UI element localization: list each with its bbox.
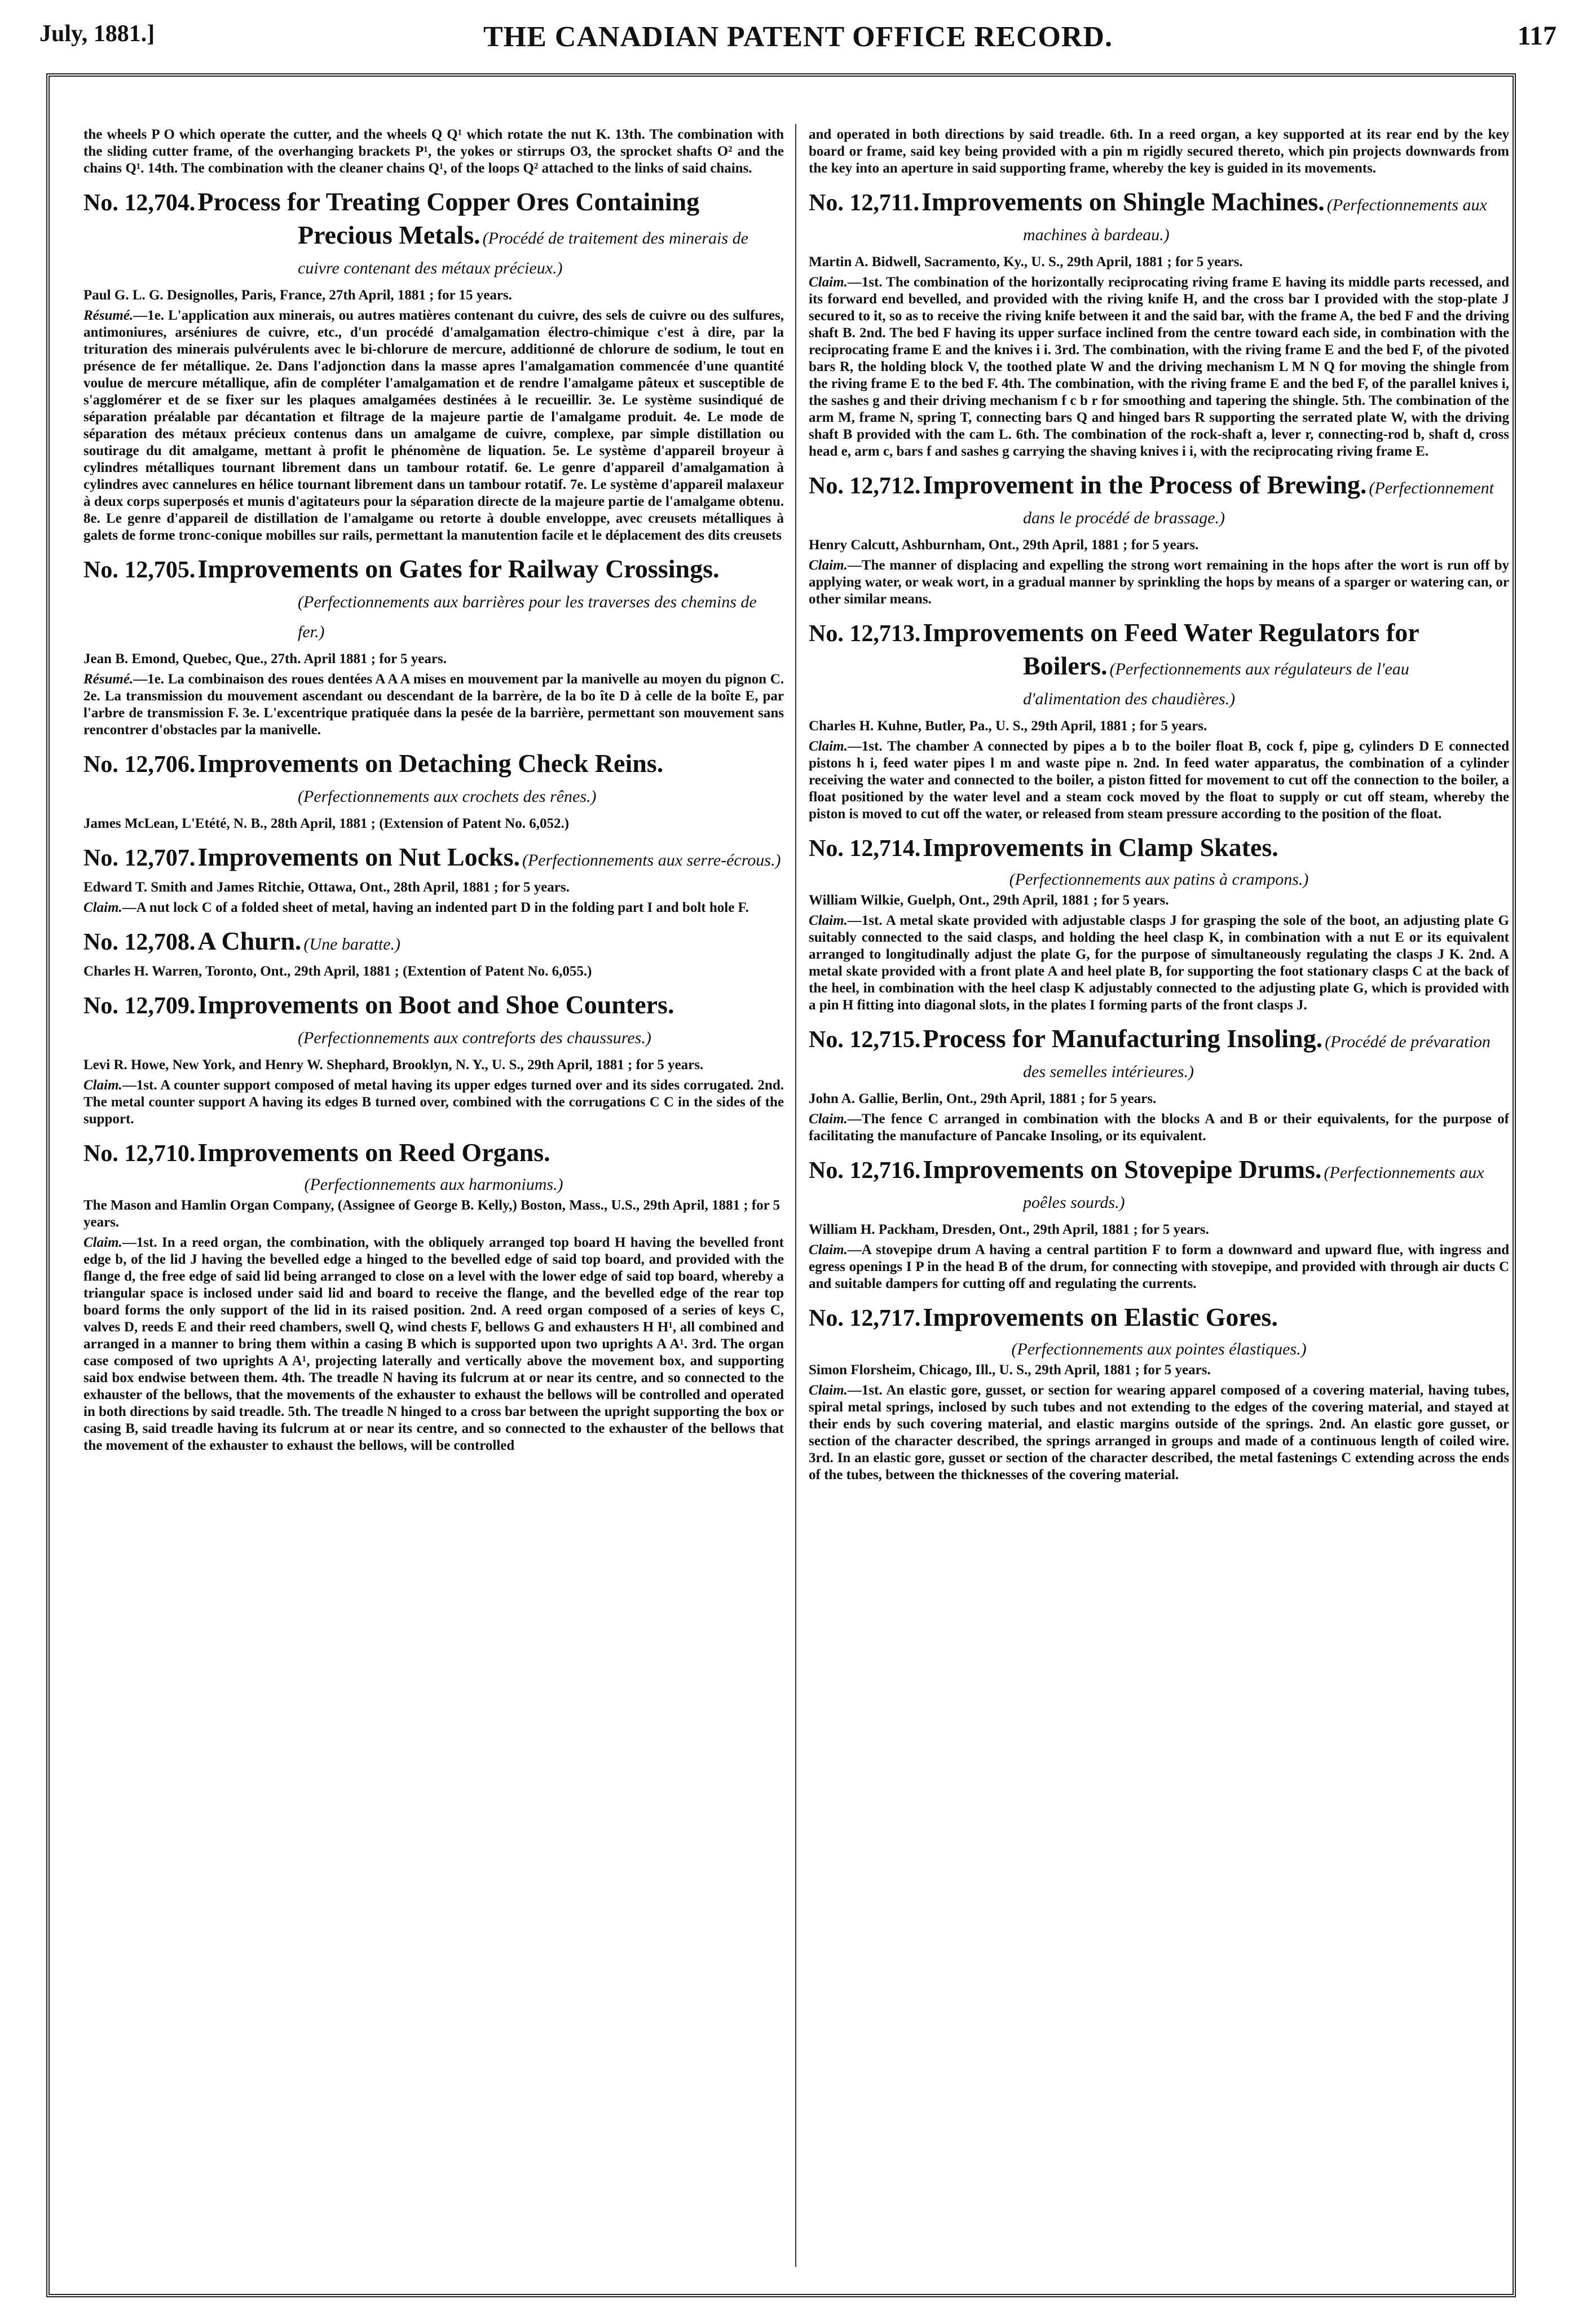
journal-title: THE CANADIAN PATENT OFFICE RECORD. (483, 21, 1113, 53)
patent-french-title: (Perfectionnements aux pointes élastiques.) (1011, 1340, 1307, 1358)
claim-text: —A stovepipe drum A having a central partition F to form a downward and upward flue, with ingress and egress openings I P in the head B of the drum, for connecting with stovepipe, and provided with through air ducts C and suitable dampers for cutting off and regulating the currents. (809, 1242, 1509, 1291)
patent-entry-12710 (83, 1139, 784, 1454)
patent-title: Improvements on Shingle Machines. (922, 187, 1325, 216)
patent-number: No. 12,705. (83, 557, 196, 583)
patent-applicant: Paul G. L. G. Designolles, Paris, France, 27th April, 1881 ; for 15 years. (83, 288, 512, 303)
page-number: 117 (1517, 21, 1557, 51)
page-frame (46, 73, 1516, 2297)
patent-title: Improvements on Feed Water Regulators for Boilers. (923, 618, 1419, 680)
patent-french-title: (Perfectionnements aux contreforts des chaussures.) (298, 1029, 651, 1047)
patent-title: Improvements on Elastic Gores. (923, 1303, 1278, 1331)
patent-french-title: (Perfectionnements aux régulateurs de l'eau d'alimentation des chaudières.) (1023, 660, 1409, 708)
patent-french-title: (Perfectionnements aux crochets des rênes.) (298, 787, 597, 806)
patent-title: Improvements on Nut Locks. (197, 842, 520, 871)
patent-entry-12709 (83, 991, 784, 1128)
patent-number: No. 12,717. (809, 1305, 921, 1331)
patent-french-title: (Une baratte.) (303, 935, 401, 954)
patent-entry-12711 (809, 188, 1509, 460)
continued-claims (83, 126, 784, 177)
patent-title: Process for Manufacturing Insoling. (923, 1024, 1323, 1053)
patent-applicant: Henry Calcutt, Ashburnham, Ont., 29th April, 1881 ; for 5 years. (809, 537, 1199, 553)
patent-applicant: William H. Packham, Dresden, Ont., 29th April, 1881 ; for 5 years. (809, 1222, 1209, 1237)
patent-number: No. 12,712. (809, 473, 921, 499)
patent-applicant: James McLean, L'Etété, N. B., 28th April, 1881 ; (Extension of Patent No. 6,052.) (83, 816, 570, 831)
patent-entry-12717 (809, 1304, 1509, 1484)
claim-text: —The fence C arranged in combination with the blocks A and B or their equivalents, for the purpose of facilitating the manufacture of Pancake Insoling, or its equivalent. (809, 1111, 1509, 1144)
issue-date: July, 1881.] (39, 21, 155, 47)
patent-entry-12714 (809, 834, 1509, 1014)
continued-text: and operated in both directions by said treadle. 6th. In a reed organ, a key supported at its rear end by the key board or frame, said key being provided with a pin m rigidly secured thereto, which pin projects downwards from the key into an aperture in said supporting frame, whereby the key is guided in its movements. (809, 127, 1509, 176)
claim-label: Résumé. (83, 672, 134, 687)
patent-entry-12715 (809, 1025, 1509, 1145)
claim-text: —1st. An elastic gore, gusset, or section for wearing apparel composed of a covering material, having tubes, spiral metal springs, inclosed by such tubes and not extending to the edges of the covering material, and stayed at their ends by such covering material, and elastic margins outside of the springs. 2nd. An elastic gore gusset, or section of the character described, the springs arranged in groups and made of a continuous length of coiled wire. 3rd. In an elastic gore, gusset or section of the character described, the metal fastenings C extending across the ends of the tubes, between the thicknesses of the covering material. (809, 1383, 1509, 1482)
patent-french-title: (Perfectionnements aux barrières pour les traverses des chemins de fer.) (298, 593, 757, 641)
patent-french-title: (Perfectionnements aux patins à crampons.) (1009, 870, 1309, 889)
patent-french-title: (Procédé de prévaration des semelles intérieures.) (1023, 1032, 1491, 1081)
patent-number: No. 12,713. (809, 621, 921, 647)
patent-title: Improvements on Reed Organs. (197, 1138, 550, 1167)
patent-entry-12705 (83, 555, 784, 739)
patent-title: Improvement in the Process of Brewing. (923, 470, 1367, 499)
claim-label: Résumé. (83, 308, 134, 323)
patent-applicant: Simon Florsheim, Chicago, Ill., U. S., 29th April, 1881 ; for 5 years. (809, 1362, 1211, 1378)
patent-entry-12712 (809, 471, 1509, 608)
patent-title: Improvements on Boot and Shoe Counters. (197, 990, 674, 1019)
patent-entry-12704 (83, 188, 784, 544)
claim-text: —1st. A metal skate provided with adjustable clasps J for grasping the sole of the boot, an adjusting plate G suitably connected to the said clasps, and holding the heel clasp K, in combination with a nut E or its equivalent arranged to longitudinally adjust the plate G, for the purpose of simultaneously regulating the clasps J K. 2nd. A metal skate provided with a front plate A and heel plate B, for supporting the foot stationary clasps C at the back of the heel, in combination with the heel clasp K adjustably connected to the adjusting plate G, which is provided with a pin H fitting into diagonal slots, in the plates I forming parts of the front clasps J. (809, 913, 1509, 1013)
left-column (83, 126, 784, 2286)
patent-applicant: The Mason and Hamlin Organ Company, (Assignee of George B. Kelly,) Boston, Mass., U.S., 29th April, 1881 ; for 5 years. (83, 1198, 781, 1230)
patent-title: Improvements on Detaching Check Reins. (197, 749, 664, 778)
right-column (809, 126, 1509, 2286)
patent-applicant: Levi R. Howe, New York, and Henry W. Shephard, Brooklyn, N. Y., U. S., 29th April, 1881 ; for 5 years. (83, 1057, 704, 1073)
patent-french-title: (Perfectionnements aux machines à bardeau.) (1023, 196, 1487, 244)
patent-number: No. 12,707. (83, 845, 196, 871)
patent-number: No. 12,711. (809, 190, 920, 216)
claim-label: Claim. (809, 275, 848, 290)
patent-title: Improvements on Stovepipe Drums. (923, 1155, 1322, 1184)
patent-applicant: William Wilkie, Guelph, Ont., 29th April, 1881 ; for 5 years. (809, 893, 1169, 908)
patent-french-title: (Perfectionnements aux poêles sourds.) (1023, 1163, 1484, 1212)
patent-number: No. 12,710. (83, 1141, 196, 1167)
patent-title: Improvements in Clamp Skates. (923, 833, 1278, 862)
claim-text: —1st. In a reed organ, the combination, with the obliquely arranged top board H having the bevelled front edge b, of the lid J having the bevelled edge a hinged to the bevelled edge of said top board, and provided with the flange d, the free edge of said lid being arranged to close on a level with the lower edge of said top board, whereby a triangular space is inclosed under said lid and board to receive the flange, and the bevelled edge of the rear top board forms the only support of the lid in its raised position. 2nd. A reed organ composed of a series of keys C, valves D, reeds E and their reed chambers, swell Q, wind chests F, bellows G and exhausters H H¹, all combined and arranged in a manner to bring them within a casing B which is supported upon two uprights A A¹. 3rd. The organ case composed of two uprights A A¹, projecting laterally and vertically above the movement box, and supporting said box endwise between them. 4th. The treadle N having its fulcrum at or near its centre, and so connected to the exhauster of the bellows, that the movements of the exhauster to exhaust the bellows will be controlled and operated in both directions by said treadle. 5th. The treadle N hinged to a cross bar between the upright supporting the box or casing B, said treadle having its fulcrum at or near its centre, and so connected to the exhauster of the bellows that the movement of the exhauster to exhaust the bellows, will be controlled (83, 1235, 784, 1453)
patent-french-title: (Perfectionnements aux serre-écrous.) (522, 851, 781, 870)
patent-number: No. 12,715. (809, 1027, 921, 1053)
patent-french-title: (Perfectionnements aux harmoniums.) (304, 1175, 563, 1194)
claim-text: —A nut lock C of a folded sheet of metal, having an indented part D in the folding part I and bolt hole F. (122, 900, 749, 915)
patent-applicant: Charles H. Kuhne, Butler, Pa., U. S., 29th April, 1881 ; for 5 years. (809, 718, 1207, 734)
patent-number: No. 12,714. (809, 836, 921, 862)
claim-text: —The manner of displacing and expelling the strong wort remaining in the hops after the wort is run off by applying water, or weak wort, in a gradual manner by sprinkling the hops by means of a sparger or watering can, or other similar means. (809, 558, 1509, 607)
running-head (39, 20, 1557, 60)
patent-applicant: Charles H. Warren, Toronto, Ont., 29th April, 1881 ; (Extention of Patent No. 6,055.) (83, 964, 592, 979)
patent-number: No. 12,706. (83, 752, 196, 778)
patent-entry-12707 (83, 844, 784, 916)
claim-label: Claim. (809, 1242, 848, 1257)
claim-label: Claim. (83, 900, 122, 915)
patent-applicant: Edward T. Smith and James Ritchie, Ottawa, Ont., 28th April, 1881 ; for 5 years. (83, 880, 570, 895)
claim-label: Claim. (809, 558, 848, 573)
claim-text: —1st. A counter support composed of metal having its upper edges turned over and its sides corrugated. 2nd. The metal counter support A having its edges B turned over, combined with the corrugations C C in the sides of the support. (83, 1078, 784, 1127)
claim-label: Claim. (809, 913, 848, 928)
claim-label: Claim. (809, 1383, 848, 1398)
patent-entry-12713 (809, 619, 1509, 823)
patent-applicant: Martin A. Bidwell, Sacramento, Ky., U. S., 29th April, 1881 ; for 5 years. (809, 254, 1243, 270)
claim-label: Claim. (83, 1235, 122, 1250)
patent-number: No. 12,709. (83, 993, 196, 1019)
patent-entry-12716 (809, 1156, 1509, 1292)
claim-label: Claim. (83, 1078, 122, 1093)
claim-text: —1st. The combination of the horizontally reciprocating riving frame E having its middle parts recessed, and its forward end bevelled, and provided with the riving knife H, and the cross bar I provided with the stop-plate J secured to it, so as to receive the riving knife between it and the said bar, with the frame A, the bed F and the driving shaft B. 2nd. The bed F having its upper surface inclined from the centre toward each side, in combination with the reciprocating frame E and the knives i i. 3rd. The combination, with the riving frame E and the bed F, of the pivoted bars R, the holding block V, the toothed plate W and the driving mechanism L M N Q for moving the shingle from the riving frame E to the bed F. 4th. The combination, with the riving frame E and the bed F, of the parallel knives i, the sashes g and their driving mechanism f c b r for smoothing and tapering the shingle. 5th. The combination of the arm M, frame N, spring T, connecting bars Q and hinged bars R supporting the serrated plate W, with the driving shaft B provided with the cam L. 6th. The combination of the rock-shaft a, lever r, connecting-rod b, shaft d, cross head e, arm c, bars f and sashes g carrying the shaving knives i i, with the reciprocating riving frame E. (809, 275, 1509, 459)
patent-title: A Churn. (197, 926, 302, 955)
patent-number: No. 12,716. (809, 1158, 921, 1184)
patent-title: Improvements on Gates for Railway Crossings. (197, 554, 720, 583)
continued-claims-12710 (809, 126, 1509, 177)
patent-applicant: Jean B. Emond, Quebec, Que., 27th. April 1881 ; for 5 years. (83, 651, 447, 667)
column-divider (795, 124, 796, 2267)
patent-french-title: (Procédé de traitement des minerais de cuivre contenant des métaux précieux.) (298, 229, 748, 277)
continued-text: the wheels P O which operate the cutter, and the wheels Q Q¹ which rotate the nut K. 13th. The combination with the sliding cutter frame, of the overhanging brackets P¹, the yokes or stirrups O3, the sprocket shafts O² and the chains Q¹. 14th. The combination with the cleaner chains Q¹, of the loops Q² attached to the links of said chains. (83, 127, 784, 176)
patent-french-title: (Perfectionnement dans le procédé de brassage.) (1023, 479, 1494, 527)
claim-text: —1e. La combinaison des roues dentées A A A mises en mouvement par la manivelle au moyen du pignon C. 2e. La transmission du mouvement ascendant ou descendant de la barrère, de la bo îte D à celle de la boîte E, par l'arbre de transmission F. 3e. L'excentrique pratiquée dans la pesée de la barrière, permettant son mouvement sans rencontrer d'obstacles par la manivelle. (83, 672, 784, 738)
patent-entry-12706 (83, 750, 784, 832)
patent-applicant: John A. Gallie, Berlin, Ont., 29th April, 1881 ; for 5 years. (809, 1091, 1157, 1106)
claim-label: Claim. (809, 739, 848, 754)
patent-title: Process for Treating Copper Ores Containing Precious Metals. (197, 187, 700, 249)
claim-text: —1e. L'application aux minerais, ou autres matières contenant du cuivre, des sels de cuivre ou des sulfures, antimoniures, arséniures de cuivre, etc., d'un procédé d'amalgamation électro-chimique c'est à dire, par la trituration des minerais pulvérulents avec le bi-chlorure de mercure, additionné de chlorure de sodium, le tout en présence de fer métallique. 2e. Dans l'adjonction dans la masse apres l'amalgamation commencée d'une quantité voulue de mercure métallique, afin de compléter l'amalgamation et de rendre l'amalgame pâteux et susceptible de s'agglomérer et de se fixer sur les plaques amalgamées destinées à le recueillir. 3e. Le système susindiqué de séparation préalable par décantation et filtrage de la majeure partie de l'amalgame produit. 4e. Le mode de séparation des métaux précieux contenus dans un amalgame de cuivre, complexe, par simple distillation ou soutirage du dit amalgame, mettant à profit le phénomène de liquation. 5e. Le système d'appareil broyeur à cylindres métalliques tournant librement dans un tambour rotatif. 6e. Le genre d'appareil d'amalgamation à cylindres avec cannelures en hélice tournant librement dans un tambour rotatif. 7e. Le système d'appareil malaxeur à deux corps superposés et munis d'agitateurs pour la séparation directe de la majeure partie de l'amalgame obtenu. 8e. Le genre d'appareil de distillation de l'amalgame ou retorte à double enveloppe, avec creusets métalliques à galets de forme tronc-conique mobilles sur rails, permettant la manutention facile et le déplacement des dits creusets (83, 308, 784, 543)
patent-number: No. 12,704. (83, 190, 196, 216)
patent-entry-12708 (83, 928, 784, 980)
claim-label: Claim. (809, 1111, 848, 1127)
claim-text: —1st. The chamber A connected by pipes a b to the boiler float B, cock f, pipe g, cylinders D E connected pistons h i, feed water pipes l m and waste pipe n. 2nd. In feed water apparatus, the combination of a cylinder receiving the water and connected to the boiler, a piston fitted for movement to cut off the connection to the boiler, a float positioned by the water level and a steam cock moved by the float to supply or cut off steam, whereby the piston is moved to cut off the water, or released from steam pressure according to the position of the float. (809, 739, 1509, 822)
patent-number: No. 12,708. (83, 929, 196, 955)
